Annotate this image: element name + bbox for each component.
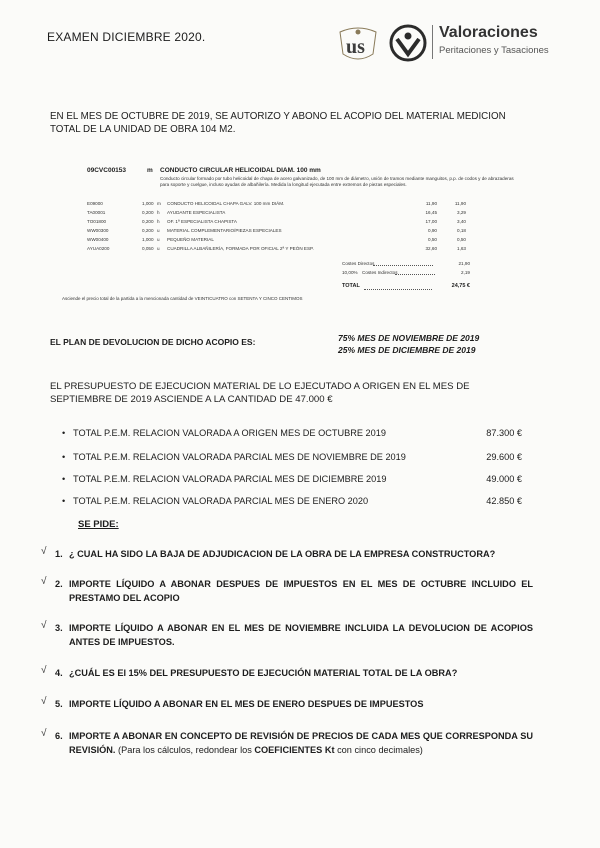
dotted-leader [395,274,435,275]
check-mark-icon: √ [41,728,47,739]
row-amount: 3,40 [457,219,466,224]
question-item [41,546,533,562]
row-desc: CUADRILLA ALBAÑILERÍA, FORMADA POR OFICIAL 2ª Y PEÓN ESP. [167,246,314,251]
total-amount: 49.000 € [486,474,522,484]
row-qty: 1,000 [142,237,154,242]
indirect-label: Costes Indirectos [362,270,398,275]
table-row [87,227,487,234]
row-price: 0,90 [428,228,437,233]
brand-name: Valoraciones [439,24,538,41]
row-unit: m [157,201,161,206]
row-code: TA00001 [87,210,106,215]
row-qty: 0,200 [142,219,154,224]
total-value: 24,75 € [451,283,470,289]
question-item [41,728,533,757]
budget-paragraph: EL PRESUPUESTO DE EJECUCION MATERIAL DE LO EJECUTADO A ORIGEN EN EL MES DE SEPTIEMBRE DE 2019 ASCIENDE A LA CANTIDAD DE 47.000 € [50,381,470,405]
row-price: 17,00 [425,219,437,224]
row-price: 11,90 [425,201,437,206]
list-item [62,496,522,510]
bullet-icon: • [62,452,66,462]
total-amount: 29.600 € [486,452,522,462]
total-amount: 87.300 € [486,428,522,438]
check-mark-icon: √ [41,546,47,557]
row-unit: u [157,228,160,233]
indirect-pct: 10,00% [342,270,358,275]
check-mark-icon: √ [41,665,47,676]
table-row [87,236,487,243]
row-amount: 3,29 [457,210,466,215]
bullet-icon: • [62,496,66,506]
row-price: 0,50 [428,237,437,242]
table-row [87,218,487,225]
row-code: WW00300 [87,228,109,233]
valoraciones-logo-icon [389,24,427,62]
question-main-text: IMPORTE A ABONAR EN CONCEPTO DE REVISIÓN DE PRECIOS DE CADA MES QUE CORRESPONDA SU REVISIÓN. [69,731,533,755]
question-item [41,696,533,712]
question-text [69,730,533,757]
row-amount: 11,90 [454,201,466,206]
question-item [41,576,533,605]
row-code: E09000 [87,201,103,206]
row-qty: 0,200 [142,210,154,215]
row-qty: 1,000 [142,201,154,206]
question-number: 2. [55,579,63,589]
total-label: TOTAL P.E.M. RELACION VALORADA A ORIGEN MES DE OCTUBRE 2019 [73,428,386,438]
question-number: 6. [55,731,63,741]
row-desc: PEQUEÑO MATERIAL [167,237,214,242]
plan-label: EL PLAN DE DEVOLUCION DE DICHO ACOPIO ES: [50,337,256,347]
question-text: IMPORTE LÍQUIDO A ABONAR DESPUES DE IMPUESTOS EN EL MES DE OCTUBRE INCLUIDO EL PRESTAMO DEL ACOPIO [69,579,533,603]
row-code: AYUA0200 [87,246,110,251]
total-label: TOTAL P.E.M. RELACION VALORADA PARCIAL MES DE ENERO 2020 [73,496,369,506]
row-unit: h [157,210,160,215]
check-mark-icon: √ [41,576,47,587]
row-unit: u [157,237,160,242]
note-bold: COEFICIENTES Kt [254,744,335,755]
dotted-leader [373,265,433,266]
total-amount: 42.850 € [486,496,522,506]
question-number: 3. [55,623,63,633]
brand-subtitle: Peritaciones y Tasaciones [439,45,549,56]
total-label: TOTAL P.E.M. RELACION VALORADA PARCIAL MES DE NOVIEMBRE DE 2019 [73,452,406,462]
bullet-icon: • [62,474,66,484]
measurement-code: 09CVC00153 [87,167,127,174]
note-suffix: con cinco decimales) [334,744,423,755]
price-in-words: Asciende el precio total de la partida a la mencionada cantidad de VEINTICUATRO con SETENTA Y CINCO CENTIMOS [62,296,303,301]
row-qty: 0,050 [142,246,154,251]
direct-cost-value: 21,90 [458,261,470,266]
row-unit: h [157,219,160,224]
measurement-description: Conducto circular formado por tubo helicoidal de chapa de acero galvanizado, de 100 mm de diámetro, unión de tramos mediante manguitos, p.p. de codos y de abrazaderas para soporte y cuelgue, incluso ayudas de albañilería. Medida la longitud ejecutada entre extremos de piezas especiales. [160,176,514,188]
svg-text:us: us [346,36,365,58]
table-row [87,209,487,216]
list-item [62,474,522,488]
row-amount: 0,50 [457,237,466,242]
question-note [118,745,423,755]
list-item [62,428,522,442]
row-amount: 0,18 [457,228,466,233]
indirect-value: 2,19 [461,270,470,275]
row-price: 16,45 [425,210,437,215]
note-prefix: (Para los cálculos, redondear los [118,744,255,755]
row-code: WW00400 [87,237,109,242]
total-label: TOTAL [342,283,360,289]
question-number: 4. [55,668,63,678]
bullet-icon: • [62,428,66,438]
question-text: ¿CUÁL ES El 15% DEL PRESUPUESTO DE EJECUCIÓN MATERIAL TOTAL DE LA OBRA? [69,668,458,678]
dotted-leader [364,289,432,290]
brand-divider [432,25,433,59]
row-qty: 0,200 [142,228,154,233]
se-pide-heading: SE PIDE: [78,519,119,530]
plan-november: 75% MES DE NOVIEMBRE DE 2019 [338,333,480,343]
table-row [87,245,487,252]
question-number: 5. [55,699,63,709]
question-text: ¿ CUAL HA SIDO LA BAJA DE ADJUDICACION DE LA OBRA DE LA EMPRESA CONSTRUCTORA? [69,549,496,559]
row-desc: AYUDANTE ESPECIALISTA [167,210,226,215]
check-mark-icon: √ [41,620,47,631]
row-desc: MATERIAL COMPLEMENTARIO/PIEZAS ESPECIALES [167,228,282,233]
row-unit: u [157,246,160,251]
exam-title: EXAMEN DICIEMBRE 2020. [47,30,206,44]
row-code: TO01800 [87,219,107,224]
measurement-title: CONDUCTO CIRCULAR HELICOIDAL DIAM. 100 mm [160,167,321,174]
question-text: IMPORTE LÍQUIDO A ABONAR EN EL MES DE NOVIEMBRE INCLUIDA LA DEVOLUCION DE ACOPIOS ANTES DE IMPUESTOS. [69,623,533,647]
row-amount: 1,63 [457,246,466,251]
row-desc: CONDUCTO HELICOIDAL CHAPA GALV. 100 mm DIÁM. [167,201,285,206]
check-mark-icon: √ [41,696,47,707]
question-number: 1. [55,549,63,559]
row-price: 32,60 [425,246,437,251]
plan-december: 25% MES DE DICIEMBRE DE 2019 [338,345,476,355]
total-label: TOTAL P.E.M. RELACION VALORADA PARCIAL MES DE DICIEMBRE 2019 [73,474,387,484]
measurement-unit: m [147,167,153,174]
question-item [41,620,533,649]
question-text: IMPORTE LÍQUIDO A ABONAR EN EL MES DE ENERO DESPUES DE IMPUESTOS [69,699,424,709]
university-crest-icon [336,24,380,64]
question-item [41,665,533,681]
list-item [62,452,522,466]
direct-cost-label: Costes Directos [342,261,375,266]
table-row [87,200,487,207]
intro-paragraph: EN EL MES DE OCTUBRE DE 2019, SE AUTORIZO Y ABONO EL ACOPIO DEL MATERIAL MEDICION TOTAL DE LA UNIDAD DE OBRA 104 M2. [50,111,506,135]
row-desc: OF. 1ª ESPECIALISTA CHAPISTA [167,219,237,224]
